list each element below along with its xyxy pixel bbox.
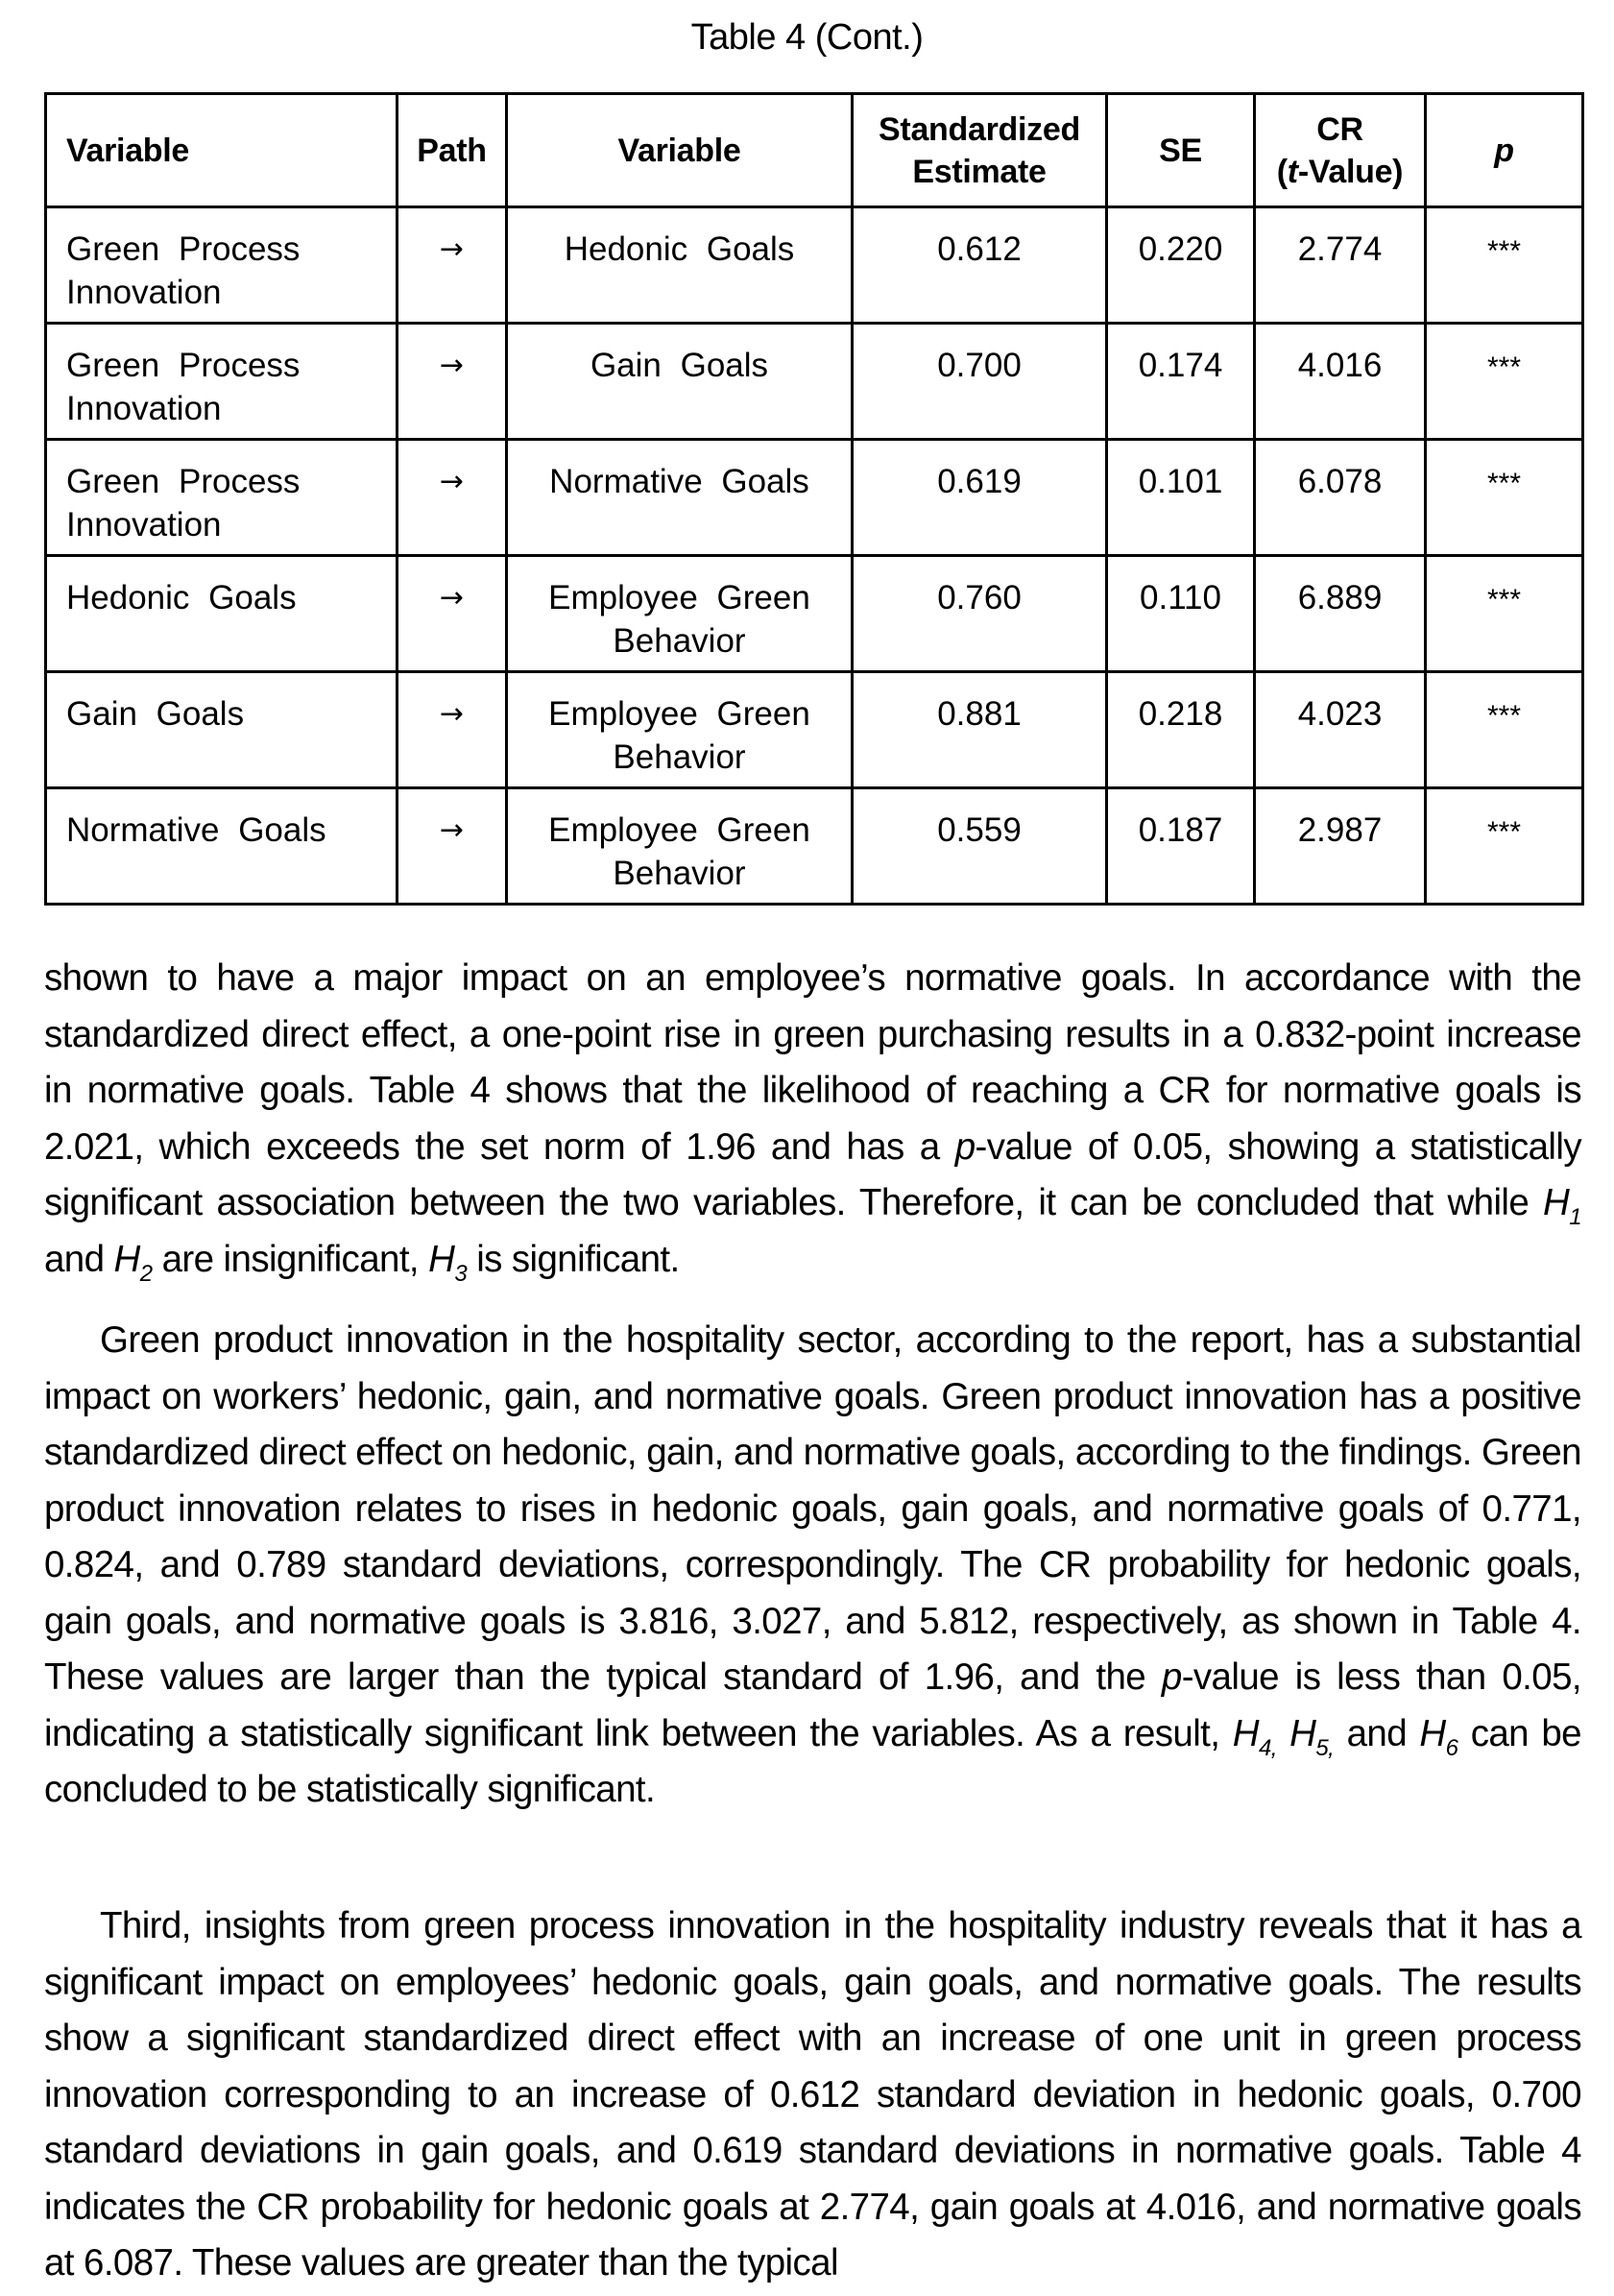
hypothesis-h5: H <box>1289 1712 1316 1754</box>
paragraph-1 <box>44 951 1581 1288</box>
cell-cr: 6.889 <box>1255 556 1426 672</box>
cell-cr: 6.078 <box>1255 440 1426 556</box>
significance-stars: *** <box>1486 468 1522 499</box>
significance-stars: *** <box>1486 700 1522 732</box>
cell-variable-from: Gain Goals <box>46 672 397 788</box>
p1-p-italic: p <box>954 1125 976 1168</box>
cell-p <box>1426 207 1583 324</box>
cell-standardized-estimate: 0.559 <box>853 788 1107 905</box>
cell-standardized-estimate: 0.700 <box>853 324 1107 440</box>
cell-p <box>1426 672 1583 788</box>
hypothesis-h6: H <box>1419 1712 1446 1754</box>
table-row <box>46 556 1583 672</box>
h6-sub: 6 <box>1445 1734 1458 1761</box>
arrow-icon: → <box>397 207 507 324</box>
cell-standardized-estimate: 0.612 <box>853 207 1107 324</box>
arrow-icon: → <box>397 788 507 905</box>
cell-se: 0.218 <box>1107 672 1255 788</box>
cell-p <box>1426 788 1583 905</box>
arrow-icon: → <box>397 556 507 672</box>
header-cr-rest: -Value) <box>1297 153 1404 190</box>
significance-stars: *** <box>1486 584 1522 616</box>
arrow-icon: → <box>397 440 507 556</box>
p1-text-d: are insignificant, <box>152 1238 429 1280</box>
significance-stars: *** <box>1486 235 1522 267</box>
cell-variable-to: Gain Goals <box>507 324 853 440</box>
p1-text-b: -value of 0.05, showing a statistically significant association between the two variables. Therefore, it can be concluded that while <box>44 1125 1581 1223</box>
h4-sub: 4, <box>1258 1734 1277 1761</box>
cell-p <box>1426 556 1583 672</box>
header-p-italic: p <box>1494 132 1514 169</box>
table-row <box>46 672 1583 788</box>
p2-text-c <box>1277 1713 1289 1754</box>
cell-variable-from: Green Process Innovation <box>46 207 397 324</box>
arrow-icon: → <box>397 324 507 440</box>
table-row <box>46 324 1583 440</box>
cell-cr: 2.987 <box>1255 788 1426 905</box>
header-cr <box>1255 94 1426 207</box>
cell-cr: 4.023 <box>1255 672 1426 788</box>
h3-sub: 3 <box>454 1260 468 1287</box>
cell-se: 0.101 <box>1107 440 1255 556</box>
header-cr-line1: CR <box>1316 110 1363 148</box>
cell-se: 0.110 <box>1107 556 1255 672</box>
p2-text-a: Green product innovation in the hospitality sector, according to the report, has a substantial impact on workers’ hedonic, gain, and normative goals. Green product innovation has a positive standardized direct effect on hedonic, gain, and normative goals, according to the findings. Green product innovation relates to rises in hedonic goals, gain goals, and normative goals of 0.771, 0.824, and 0.789 standard deviations, correspondingly. The CR probability for hedonic goals, gain goals, and normative goals is 3.816, 3.027, and 5.812, respectively, as shown in Table 4. These values are larger than the typical standard of 1.96, and the <box>44 1319 1581 1698</box>
cell-variable-to: Employee Green Behavior <box>507 672 853 788</box>
paragraph-2 <box>44 1313 1581 1819</box>
p1-text-e: is significant. <box>467 1238 680 1280</box>
table-header-row <box>46 94 1583 207</box>
header-standardized-estimate <box>853 94 1107 207</box>
significance-stars: *** <box>1486 816 1522 848</box>
table-caption: Table 4 (Cont.) <box>690 17 924 58</box>
arrow-icon: → <box>397 672 507 788</box>
header-se: SE <box>1107 94 1255 207</box>
hypothesis-h1: H <box>1543 1182 1570 1223</box>
cell-variable-to: Hedonic Goals <box>507 207 853 324</box>
hypothesis-h4: H <box>1232 1712 1259 1754</box>
cell-standardized-estimate: 0.760 <box>853 556 1107 672</box>
p2-p-italic: p <box>1161 1656 1182 1698</box>
cell-se: 0.187 <box>1107 788 1255 905</box>
h5-sub: 5, <box>1315 1734 1335 1761</box>
cell-variable-from: Green Process Innovation <box>46 324 397 440</box>
cell-standardized-estimate: 0.881 <box>853 672 1107 788</box>
p2-text-b: -value is less than 0.05, indicating a statistically significant link between the variables. As a result, <box>44 1656 1581 1754</box>
cell-p <box>1426 324 1583 440</box>
table-row <box>46 207 1583 324</box>
p3-text: Third, insights from green process innovation in the hospitality industry reveals that it has a significant impact on employees’ hedonic goals, gain goals, and normative goals. The results show a significant standardized direct effect with an increase of one unit in green process innovation corresponding to an increase of 0.612 standard deviation in hedonic goals, 0.700 standard deviations in gain goals, and 0.619 standard deviations in normative goals. Table 4 indicates the CR probability for hedonic goals at 2.774, gain goals at 4.016, and normative goals at 6.087. These values are greater than the typical <box>44 1905 1581 2284</box>
header-cr-t: t <box>1287 153 1298 190</box>
cell-variable-to: Employee Green Behavior <box>507 788 853 905</box>
h2-sub: 2 <box>139 1260 153 1287</box>
header-p <box>1426 94 1583 207</box>
header-std-line2: Estimate <box>912 153 1047 190</box>
hypothesis-h3: H <box>428 1238 455 1280</box>
cell-variable-from: Normative Goals <box>46 788 397 905</box>
cell-variable-to: Normative Goals <box>507 440 853 556</box>
cell-p <box>1426 440 1583 556</box>
h1-sub: 1 <box>1569 1204 1581 1230</box>
table-row <box>46 788 1583 905</box>
table-row <box>46 440 1583 556</box>
cell-variable-from: Green Process Innovation <box>46 440 397 556</box>
cell-cr: 4.016 <box>1255 324 1426 440</box>
results-table <box>44 92 1584 906</box>
p2-text-e: can be concluded to be statistically significant. <box>44 1712 1581 1810</box>
header-cr-paren: ( <box>1276 153 1288 190</box>
p2-text-d: and <box>1334 1712 1420 1754</box>
header-std-line1: Standardized <box>879 110 1080 148</box>
hypothesis-h2: H <box>113 1238 140 1280</box>
p1-text-c: and <box>44 1238 114 1280</box>
header-path: Path <box>397 94 507 207</box>
p1-text-a: shown to have a major impact on an employee’s normative goals. In accordance with the standardized direct effect, a one-point rise in green purchasing results in a 0.832-point increase in normative goals. Table 4 shows that the likelihood of reaching a CR for normative goals is 2.021, which exceeds the set norm of 1.96 and has a <box>44 957 1581 1168</box>
header-variable-from: Variable <box>46 94 397 207</box>
paragraph-3 <box>44 1898 1581 2292</box>
cell-se: 0.220 <box>1107 207 1255 324</box>
cell-variable-to: Employee Green Behavior <box>507 556 853 672</box>
significance-stars: *** <box>1486 351 1522 383</box>
cell-se: 0.174 <box>1107 324 1255 440</box>
cell-cr: 2.774 <box>1255 207 1426 324</box>
cell-standardized-estimate: 0.619 <box>853 440 1107 556</box>
header-variable-to: Variable <box>507 94 853 207</box>
cell-variable-from: Hedonic Goals <box>46 556 397 672</box>
